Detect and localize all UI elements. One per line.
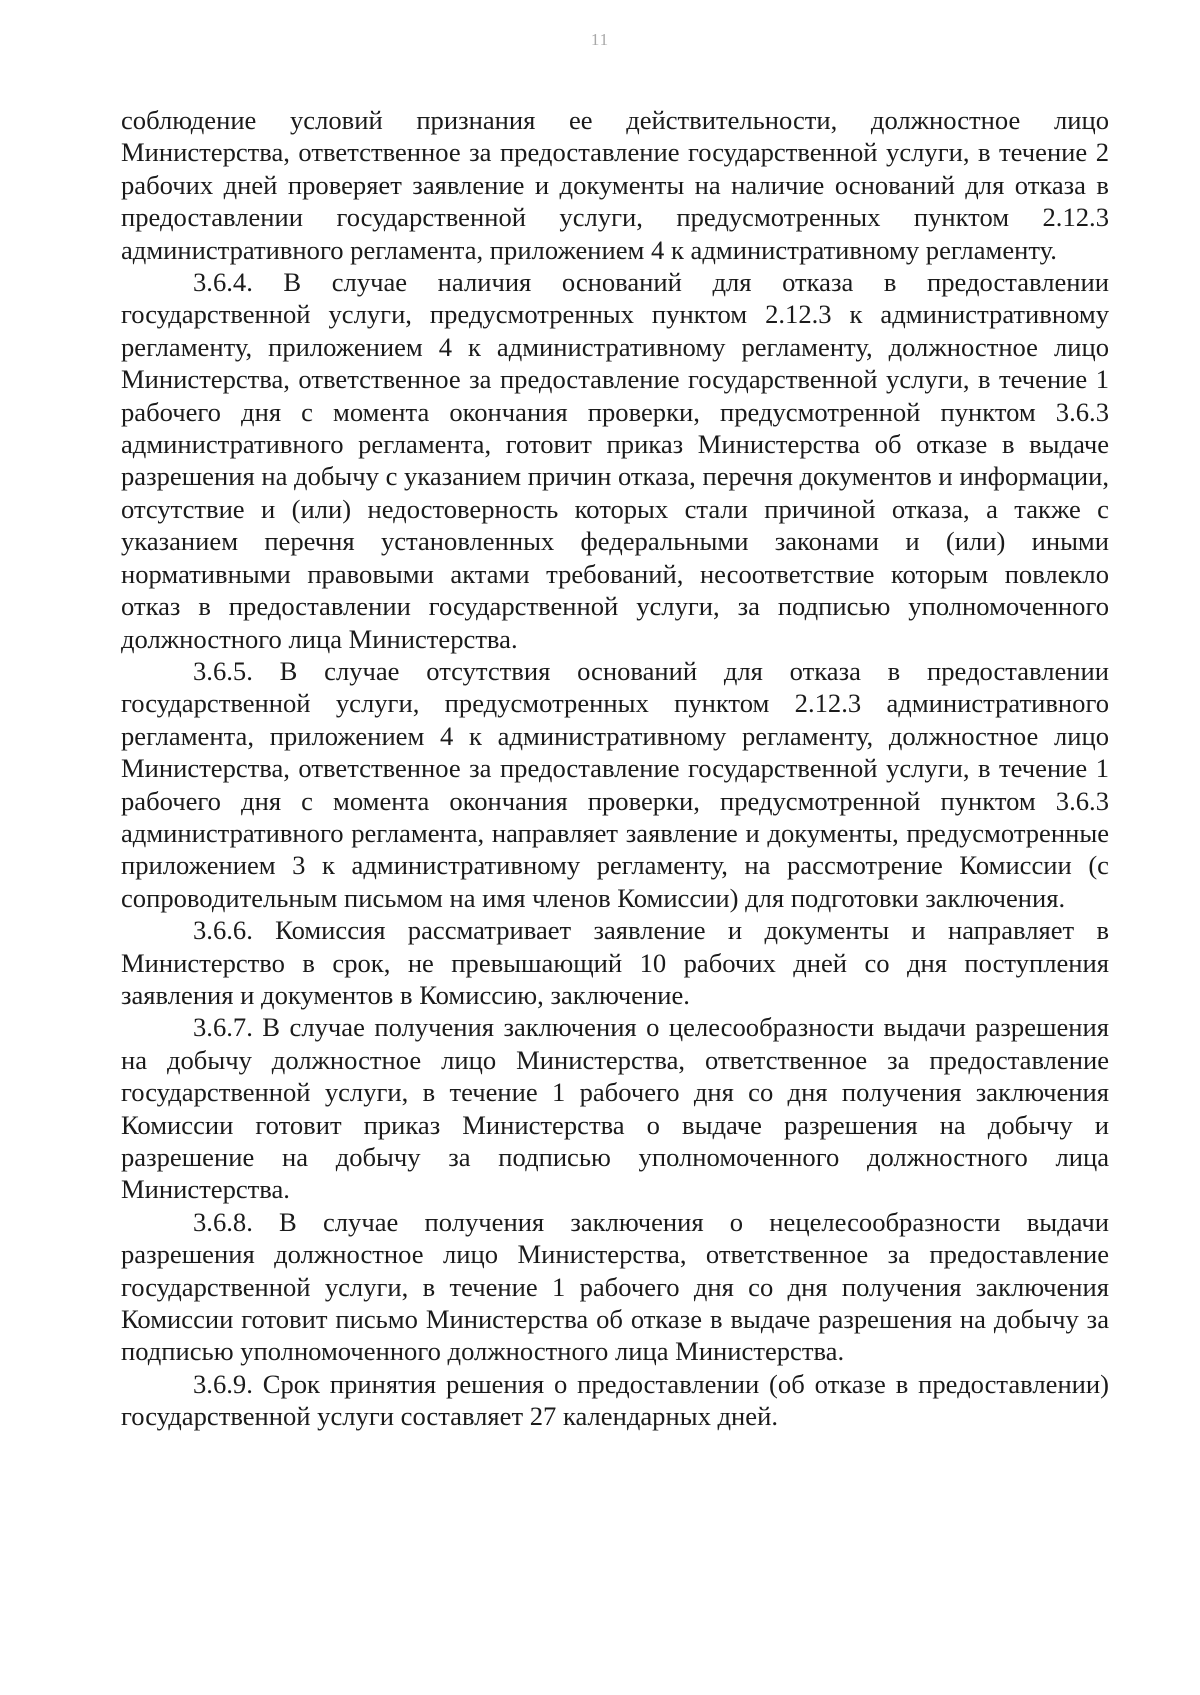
paragraph-3-6-5: 3.6.5. В случае отсутствия оснований для отказа в предоставлении государственной услуги, предусмотренных пунктом 2.12.3 административного регламента, приложением 4 к административному регламенту, должностное лицо Министерства, ответственное за предоставление государственной услуги, в течение 1 рабочего дня с момента окончания проверки, предусмотренной пунктом 3.6.3 административного регламента, направляет заявление и документы, предусмотренные приложением 3 к административному регламенту, на рассмотрение Комиссии (с сопроводительным письмом на имя членов Комиссии) для подготовки заключения. [121,655,1109,913]
paragraph-3-6-9: 3.6.9. Срок принятия решения о предоставлении (об отказе в предоставлении) государственной услуги составляет 27 календарных дней. [121,1368,1109,1432]
paragraph-3-6-4: 3.6.4. В случае наличия оснований для отказа в предоставлении государственной услуги, предусмотренных пунктом 2.12.3 к административному регламенту, приложением 4 к административному регламенту, должностное лицо Министерства, ответственное за предоставление государственной услуги, в течение 1 рабочего дня с момента окончания проверки, предусмотренной пунктом 3.6.3 административного регламента, готовит приказ Министерства об отказе в выдаче разрешения на добычу с указанием причин отказа, перечня документов и информации, отсутствие и (или) недостоверность которых стали причиной отказа, а также с указанием перечня установленных федеральными законами и (или) иными нормативными правовыми актами требований, несоответствие которым повлекло отказ в предоставлении государственной услуги, за подписью уполномоченного должностного лица Министерства. [121,267,1109,654]
paragraph-3-6-8: 3.6.8. В случае получения заключения о нецелесообразности выдачи разрешения должностное лицо Министерства, ответственное за предоставление государственной услуги, в течение 1 рабочего дня со дня получения заключения Комиссии готовит письмо Министерства об отказе в выдаче разрешения на добычу за подписью уполномоченного должностного лица Министерства. [121,1206,1109,1367]
paragraph-continuation: соблюдение условий признания ее действительности, должностное лицо Министерства, ответственное за предоставление государственной услуги, в течение 2 рабочих дней проверяет заявление и документы на наличие оснований для отказа в предоставлении государственной услуги, предусмотренных пунктом 2.12.3 административного регламента, приложением 4 к административному регламенту. [121,105,1109,265]
page-number: 11 [590,30,610,49]
paragraph-3-6-7: 3.6.7. В случае получения заключения о целесообразности выдачи разрешения на добычу должностное лицо Министерства, ответственное за предоставление государственной услуги, в течение 1 рабочего дня со дня получения заключения Комиссии готовит приказ Министерства о выдаче разрешения на добычу и разрешение на добычу за подписью уполномоченного должностного лица Министерства. [121,1012,1109,1205]
document-body [121,104,1109,1433]
paragraph-3-6-6: 3.6.6. Комиссия рассматривает заявление и документы и направляет в Министерство в срок, не превышающий 10 рабочих дней со дня поступления заявления и документов в Комиссию, заключение. [121,915,1109,1010]
